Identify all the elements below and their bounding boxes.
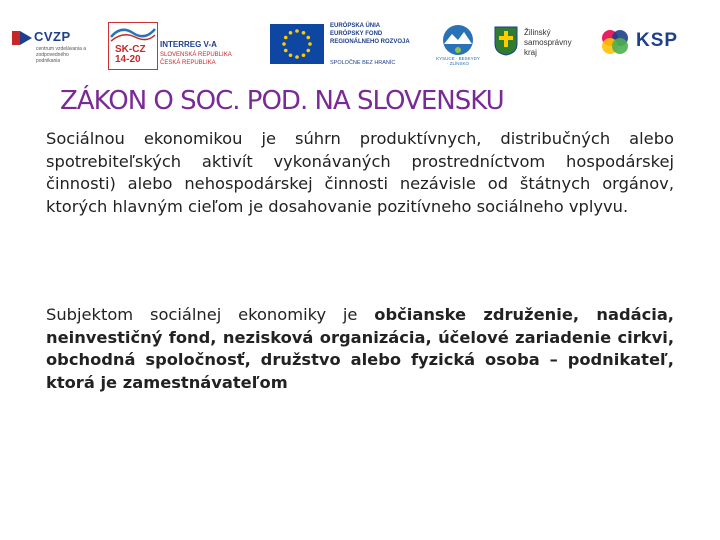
interreg-wave-icon (109, 23, 157, 43)
paragraph-subjects (46, 304, 674, 394)
region-logo (436, 24, 480, 66)
eu-star-icon (306, 36, 310, 40)
interreg-logo (108, 22, 253, 70)
zsk-text-line: samosprávny (524, 38, 572, 47)
region-text: KYSUCE · BESKYDY · ZLÍNSKO (436, 56, 480, 66)
interreg-line2: ČESKÁ REPUBLIKA (160, 60, 216, 66)
interreg-badge (108, 22, 158, 70)
eu-logo (270, 20, 430, 68)
eu-flag-icon (270, 24, 324, 64)
interreg-badge-text: SK-CZ 14-20 (115, 44, 146, 65)
interreg-name: INTERREG V-A (160, 40, 217, 49)
interreg-line1: SLOVENSKÁ REPUBLIKA (160, 52, 232, 58)
eu-star-icon (289, 31, 293, 35)
logo-strip (0, 0, 720, 80)
eu-star-icon (308, 42, 312, 46)
zilinsky-kraj-logo (492, 22, 592, 68)
eu-text-line: EURÓPSKA ÚNIA (330, 23, 381, 29)
zsk-text (524, 28, 572, 58)
eu-star-icon (284, 36, 288, 40)
zsk-text-line: kraj (524, 48, 537, 57)
zsk-text-line: Žilinský (524, 28, 551, 37)
eu-slogan: SPOLOČNE BEZ HRANÍC (330, 60, 396, 66)
eu-star-icon (284, 49, 288, 53)
cvzp-logo (12, 26, 90, 66)
eu-text-line: EURÓPSKY FOND (330, 31, 383, 37)
ksp-flower-icon (598, 28, 634, 56)
paragraph-definition: Sociálnou ekonomikou je súhrn produktívnych, distribučných alebo spotrebiteľských aktivít vykonávaných prostredníctvom hospodárskej činnosti) alebo nehospodárskej činnosti nezávisle od štátnych orgánov, ktorých hlavným cieľom je dosahovanie pozitívneho sociálneho vplyvu. (46, 129, 674, 216)
cvzp-name: CVZP (34, 29, 71, 44)
slide-title: ZÁKON O SOC. POD. NA SLOVENSKU (60, 86, 504, 116)
paragraph-subjects-lead: Subjektom sociálnej ekonomiky je (46, 305, 375, 324)
eu-star-icon (302, 31, 306, 35)
eu-star-icon (295, 55, 299, 59)
eu-text (330, 22, 410, 46)
crest-icon (494, 26, 518, 56)
eu-star-icon (289, 53, 293, 57)
eu-star-icon (302, 53, 306, 57)
paragraph-subjects-list: občianske združenie, nadácia, neinvestičný fond, nezisková organizácia, účelové zariadenie cirkvi, obchodná spoločnosť, družstvo alebo fyzická osoba – podnikateľ, ktorá je zamestnávateľom (46, 305, 674, 392)
cvzp-mark-icon (12, 30, 34, 46)
eu-star-icon (282, 42, 286, 46)
ksp-logo (598, 28, 698, 58)
region-emblem-icon (436, 24, 480, 56)
cvzp-subtitle: centrum vzdelávania a zodpovedného podnikania (36, 46, 87, 64)
ksp-name: KSP (636, 30, 679, 51)
eu-star-icon (306, 49, 310, 53)
eu-text-line: REGIONÁLNEHO ROZVOJA (330, 39, 410, 45)
eu-star-icon (295, 29, 299, 33)
